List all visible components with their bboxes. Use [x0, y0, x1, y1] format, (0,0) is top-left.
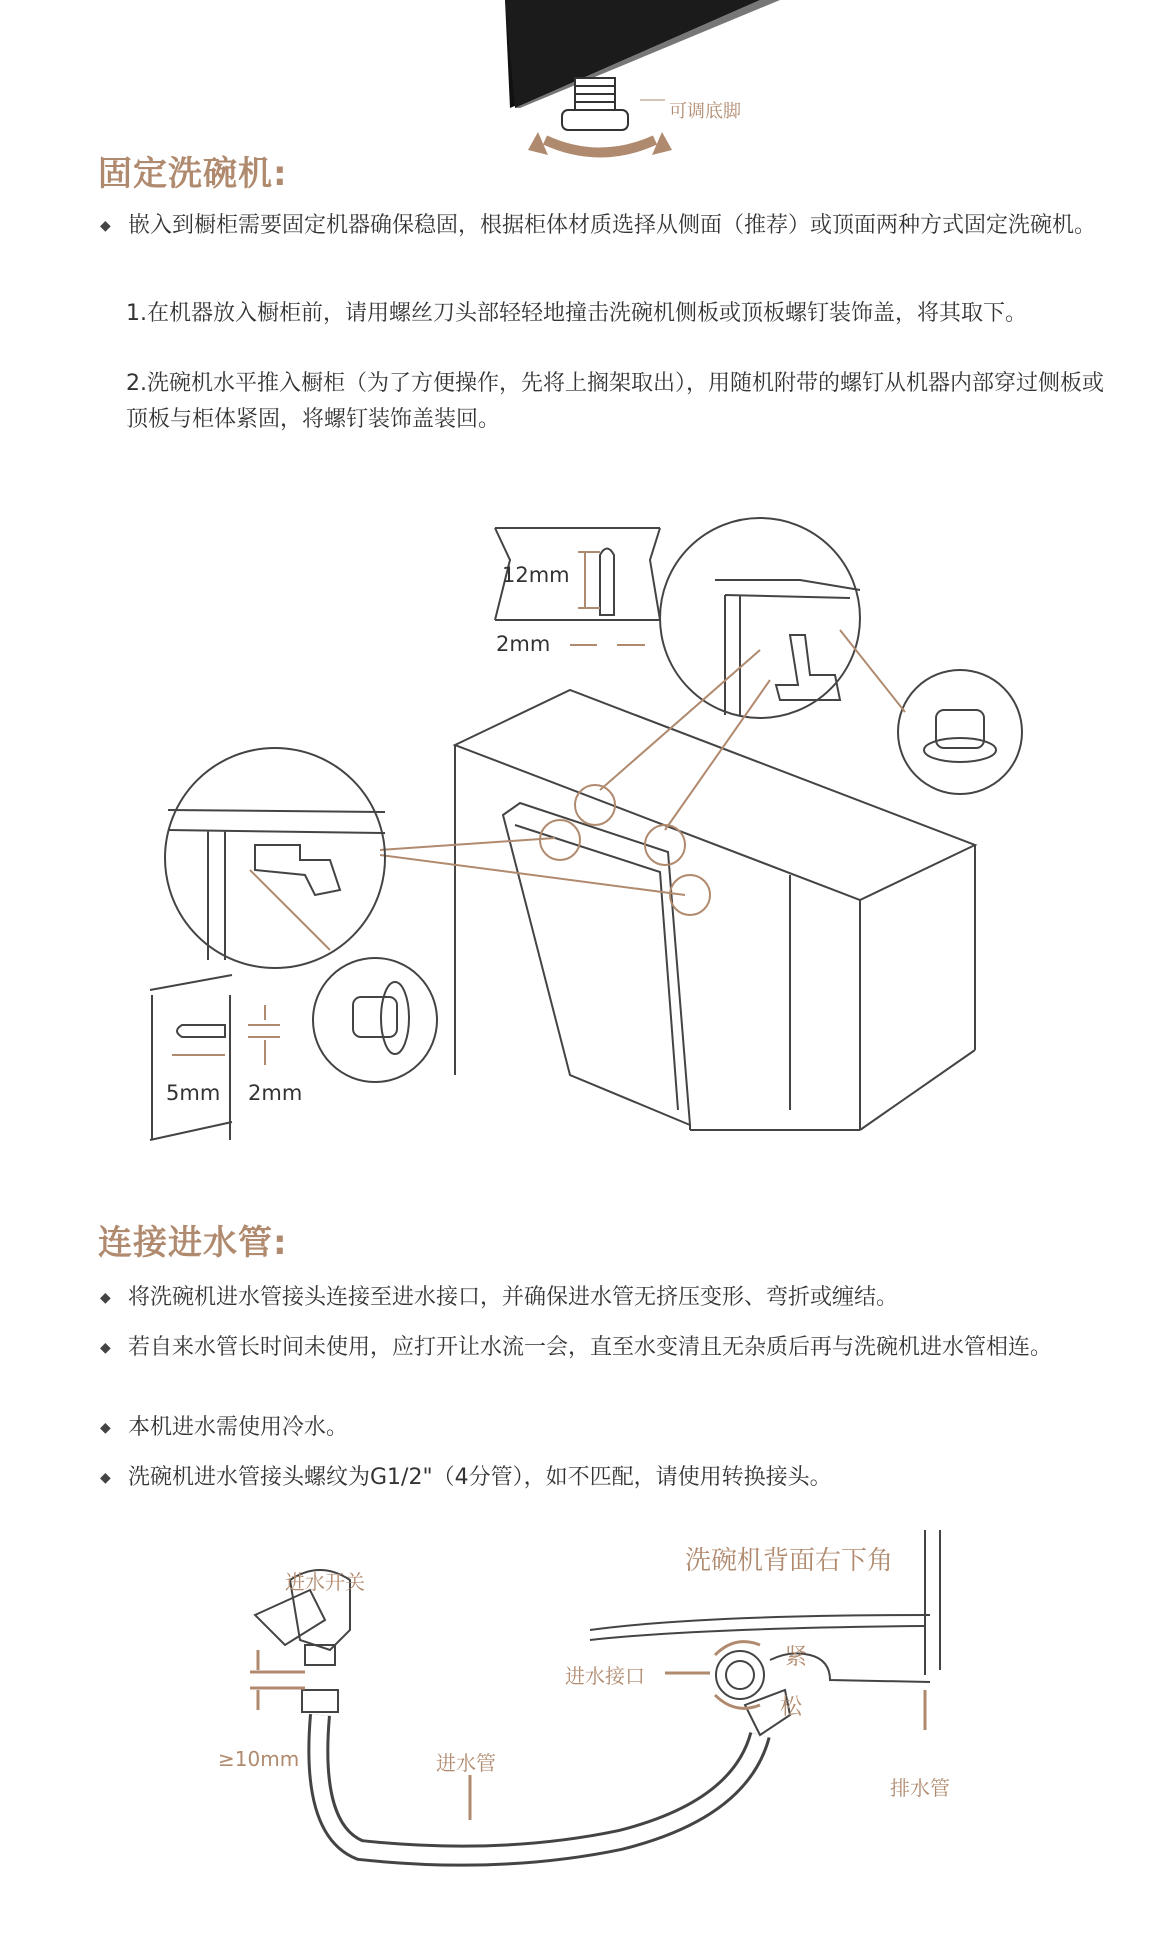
- fix-step-2: 2.洗碗机水平推入橱柜（为了方便操作，先将上搁架取出），用随机附带的螺钉从机器内部穿过侧板或顶板与柜体紧固，将螺钉装饰盖装回。: [126, 371, 1104, 432]
- dim-12mm-label: 12mm: [502, 563, 570, 587]
- rotate-arrow-icon: [545, 140, 655, 153]
- fix-bullet-text: 嵌入到橱柜需要固定机器确保稳固，根据柜体材质选择从侧面（推荐）或顶面两种方式固定洗碗机。: [128, 213, 1097, 238]
- bullet-diamond-icon: ◆: [100, 1290, 111, 1306]
- water-bullet-1: ◆ 将洗碗机进水管接头连接至进水接口，并确保进水管无挤压变形、弯折或缠结。: [98, 1280, 1108, 1316]
- loosen-label: 松: [780, 1695, 803, 1720]
- bullet-diamond-icon: ◆: [100, 1470, 111, 1486]
- fix-section-title: 固定洗碗机:: [98, 154, 288, 194]
- inlet-label: 进水接口: [565, 1664, 645, 1688]
- water-bullet-3: ◆ 本机进水需使用冷水。: [98, 1410, 1108, 1446]
- bullet-diamond-icon: ◆: [100, 1420, 111, 1436]
- bullet-diamond-icon: ◆: [100, 1340, 111, 1356]
- hose-diagram-title: 洗碗机背面右下角: [685, 1546, 894, 1576]
- dim-2mm-bottom-label: 2mm: [248, 1081, 303, 1105]
- hose-diagram: [0, 1520, 1169, 1940]
- water-bullet-2: ◆ 若自来水管长时间未使用，应打开让水流一会，直至水变清且无杂质后再与洗碗机进水管相连。: [98, 1330, 1108, 1366]
- valve-label: 进水开关: [285, 1570, 365, 1594]
- adjustable-foot-figure: [0, 0, 1169, 170]
- dim-5mm-label: 5mm: [166, 1081, 221, 1105]
- drain-label: 排水管: [890, 1776, 950, 1800]
- adjustable-foot-label: 可调底脚: [669, 101, 741, 122]
- water-section-title: 连接进水管:: [98, 1223, 288, 1263]
- dim-2mm-top-label: 2mm: [496, 632, 551, 656]
- install-diagram: [0, 500, 1169, 1160]
- gap-label: ≥10mm: [218, 1747, 300, 1771]
- fix-bullet: [98, 208, 1108, 244]
- bullet-diamond-icon: ◆: [100, 218, 111, 234]
- fix-step-1: 1.在机器放入橱柜前，请用螺丝刀头部轻轻地撞击洗碗机侧板或顶板螺钉装饰盖，将其取下。: [126, 301, 1027, 326]
- water-bullet-4: ◆ 洗碗机进水管接头螺纹为G1/2"（4分管），如不匹配，请使用转换接头。: [98, 1460, 1108, 1496]
- tighten-label: 紧: [785, 1645, 808, 1670]
- hose-label: 进水管: [436, 1751, 496, 1775]
